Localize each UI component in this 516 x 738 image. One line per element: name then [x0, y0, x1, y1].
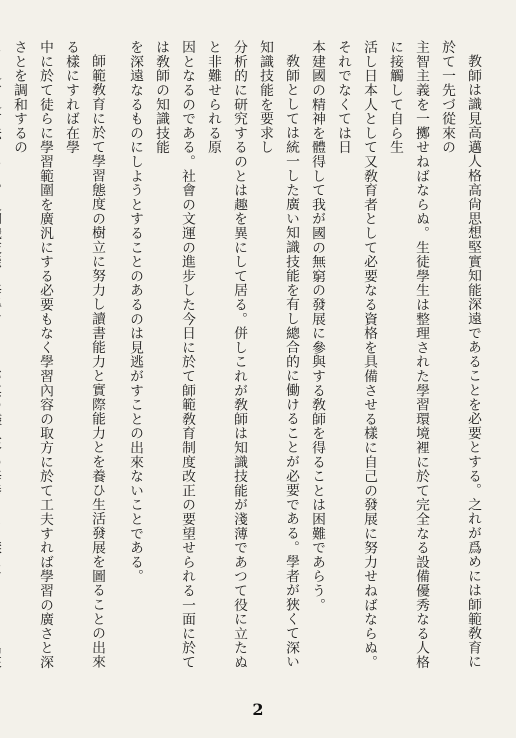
text-line	[0, 40, 6, 680]
text-line: 本建國の精神を體得して我が國の無窮の發展に參與する敎師を得ることは困難であらう。	[309, 40, 325, 612]
text-line: 中に於て徒らに學習範圍を廣汎にする必要もなく學習內容の取方に於て工夫すれば學習の廣さと深さとを調和するの	[11, 40, 53, 670]
text-line: を深遠なるものにしようとすることのあるのは見逃がすことの出來ないことである。	[127, 40, 143, 584]
text-line: 因となるのである。社會の文運の進步した今日に於て師範敎育制度改正の要望せられる一面に於ては敎師の知識技能	[153, 40, 195, 670]
text-line: 分析的に研究するのとは趣を異にして居る。併しこれが敎師は知識技能が淺薄であつて役に立たぬと非難せられる原	[205, 40, 247, 670]
text-line: 師範敎育に於て學習態度の樹立に努力し讀書能力と實際能力とを養ひ生活發展を圖ることの出來る樣にすれば在學	[63, 40, 105, 669]
text-line: 活し日本人として又敎育者として必要なる資格を具備させる樣に自己の發展に努力せねばならぬ。それでなくては日	[335, 40, 377, 670]
paragraph-1	[304, 40, 486, 680]
page-number: 2	[252, 700, 264, 719]
paragraph-2	[122, 40, 304, 680]
body-text	[0, 40, 486, 680]
paragraph-3	[0, 40, 110, 680]
text-line: 主智主義を一擲せねばならぬ。生徒學生は整理された學習環境裡に於て完全なる設備優秀なる人格に接觸して自ら生	[387, 40, 429, 670]
text-line: 教師は識見高邁人格高尙思想堅實知能深遠であることを必要とする。之れが爲めには師範敎育に於て一先づ從來の	[439, 40, 481, 669]
text-line: 敎師としては統一した廣い知識技能を有し總合的に働けることが必要である。學者が狹くて深い知識技能を要求し	[257, 40, 299, 669]
